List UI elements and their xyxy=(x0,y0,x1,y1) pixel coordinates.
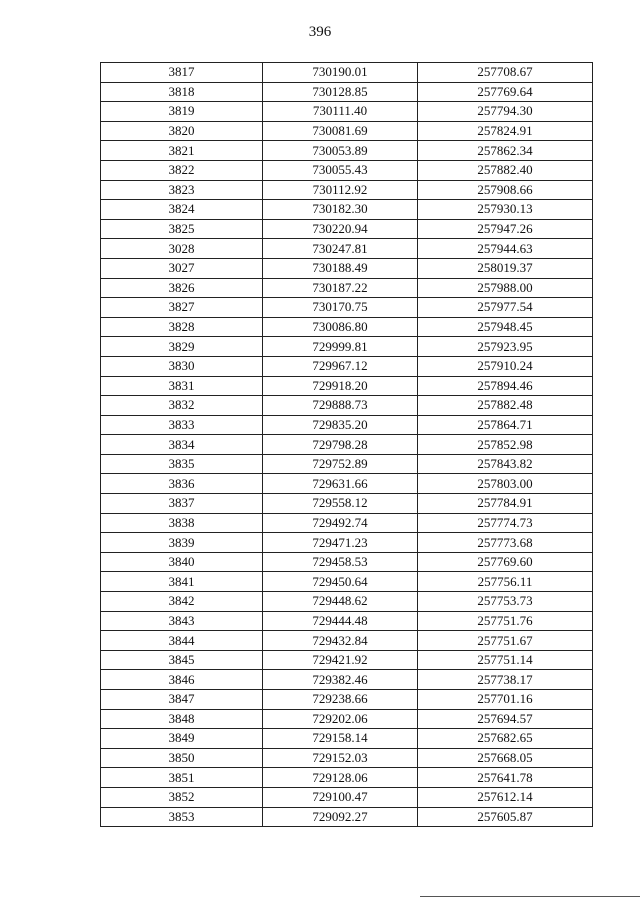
table-row xyxy=(101,435,593,455)
point-number-cell: 3027 xyxy=(101,258,263,278)
x-coordinate-cell: 730220.94 xyxy=(263,219,418,239)
table-row xyxy=(101,376,593,396)
x-coordinate-cell: 729128.06 xyxy=(263,768,418,788)
y-coordinate-cell: 257930.13 xyxy=(418,200,593,220)
table-row xyxy=(101,474,593,494)
point-number-cell: 3836 xyxy=(101,474,263,494)
y-coordinate-cell: 257852.98 xyxy=(418,435,593,455)
y-coordinate-cell: 258019.37 xyxy=(418,258,593,278)
y-coordinate-cell: 257773.68 xyxy=(418,533,593,553)
x-coordinate-cell: 729967.12 xyxy=(263,356,418,376)
x-coordinate-cell: 730128.85 xyxy=(263,82,418,102)
point-number-cell: 3835 xyxy=(101,454,263,474)
x-coordinate-cell: 730170.75 xyxy=(263,298,418,318)
point-number-cell: 3821 xyxy=(101,141,263,161)
table-row xyxy=(101,572,593,592)
table-row xyxy=(101,513,593,533)
y-coordinate-cell: 257784.91 xyxy=(418,494,593,514)
x-coordinate-cell: 730111.40 xyxy=(263,102,418,122)
point-number-cell: 3843 xyxy=(101,611,263,631)
y-coordinate-cell: 257947.26 xyxy=(418,219,593,239)
y-coordinate-cell: 257862.34 xyxy=(418,141,593,161)
point-number-cell: 3850 xyxy=(101,748,263,768)
x-coordinate-cell: 729752.89 xyxy=(263,454,418,474)
y-coordinate-cell: 257948.45 xyxy=(418,317,593,337)
table-row xyxy=(101,690,593,710)
table-row xyxy=(101,278,593,298)
x-coordinate-cell: 730053.89 xyxy=(263,141,418,161)
table-row xyxy=(101,141,593,161)
point-number-cell: 3824 xyxy=(101,200,263,220)
y-coordinate-cell: 257988.00 xyxy=(418,278,593,298)
y-coordinate-cell: 257641.78 xyxy=(418,768,593,788)
y-coordinate-cell: 257751.67 xyxy=(418,631,593,651)
y-coordinate-cell: 257751.14 xyxy=(418,650,593,670)
point-number-cell: 3847 xyxy=(101,690,263,710)
point-number-cell: 3833 xyxy=(101,415,263,435)
table-row xyxy=(101,533,593,553)
x-coordinate-cell: 729471.23 xyxy=(263,533,418,553)
x-coordinate-cell: 730247.81 xyxy=(263,239,418,259)
x-coordinate-cell: 730081.69 xyxy=(263,121,418,141)
y-coordinate-cell: 257753.73 xyxy=(418,592,593,612)
table-row xyxy=(101,709,593,729)
point-number-cell: 3028 xyxy=(101,239,263,259)
scan-artifact-line xyxy=(420,896,640,897)
y-coordinate-cell: 257882.40 xyxy=(418,160,593,180)
table-row xyxy=(101,82,593,102)
point-number-cell: 3840 xyxy=(101,552,263,572)
point-number-cell: 3823 xyxy=(101,180,263,200)
y-coordinate-cell: 257682.65 xyxy=(418,729,593,749)
point-number-cell: 3819 xyxy=(101,102,263,122)
y-coordinate-cell: 257612.14 xyxy=(418,787,593,807)
table-row xyxy=(101,258,593,278)
y-coordinate-cell: 257910.24 xyxy=(418,356,593,376)
table-row xyxy=(101,611,593,631)
x-coordinate-cell: 729238.66 xyxy=(263,690,418,710)
y-coordinate-cell: 257794.30 xyxy=(418,102,593,122)
x-coordinate-cell: 729448.62 xyxy=(263,592,418,612)
table-row xyxy=(101,729,593,749)
table-row xyxy=(101,768,593,788)
point-number-cell: 3849 xyxy=(101,729,263,749)
x-coordinate-cell: 729918.20 xyxy=(263,376,418,396)
x-coordinate-cell: 729202.06 xyxy=(263,709,418,729)
y-coordinate-cell: 257668.05 xyxy=(418,748,593,768)
y-coordinate-cell: 257977.54 xyxy=(418,298,593,318)
y-coordinate-cell: 257864.71 xyxy=(418,415,593,435)
table-row xyxy=(101,787,593,807)
table-row xyxy=(101,494,593,514)
point-number-cell: 3831 xyxy=(101,376,263,396)
point-number-cell: 3832 xyxy=(101,396,263,416)
table-row xyxy=(101,160,593,180)
table-row xyxy=(101,102,593,122)
table-row xyxy=(101,121,593,141)
point-number-cell: 3844 xyxy=(101,631,263,651)
table-row xyxy=(101,415,593,435)
x-coordinate-cell: 730086.80 xyxy=(263,317,418,337)
x-coordinate-cell: 729798.28 xyxy=(263,435,418,455)
y-coordinate-cell: 257944.63 xyxy=(418,239,593,259)
x-coordinate-cell: 729421.92 xyxy=(263,650,418,670)
x-coordinate-cell: 729100.47 xyxy=(263,787,418,807)
point-number-cell: 3852 xyxy=(101,787,263,807)
x-coordinate-cell: 729158.14 xyxy=(263,729,418,749)
y-coordinate-cell: 257694.57 xyxy=(418,709,593,729)
table-row xyxy=(101,219,593,239)
point-number-cell: 3841 xyxy=(101,572,263,592)
point-number-cell: 3845 xyxy=(101,650,263,670)
x-coordinate-cell: 729450.64 xyxy=(263,572,418,592)
table-row xyxy=(101,552,593,572)
x-coordinate-cell: 729888.73 xyxy=(263,396,418,416)
y-coordinate-cell: 257605.87 xyxy=(418,807,593,827)
table-row xyxy=(101,239,593,259)
y-coordinate-cell: 257882.48 xyxy=(418,396,593,416)
point-number-cell: 3853 xyxy=(101,807,263,827)
table-row xyxy=(101,748,593,768)
y-coordinate-cell: 257701.16 xyxy=(418,690,593,710)
table-row xyxy=(101,454,593,474)
point-number-cell: 3817 xyxy=(101,63,263,83)
point-number-cell: 3848 xyxy=(101,709,263,729)
y-coordinate-cell: 257908.66 xyxy=(418,180,593,200)
y-coordinate-cell: 257751.76 xyxy=(418,611,593,631)
point-number-cell: 3851 xyxy=(101,768,263,788)
x-coordinate-cell: 730187.22 xyxy=(263,278,418,298)
y-coordinate-cell: 257824.91 xyxy=(418,121,593,141)
x-coordinate-cell: 730112.92 xyxy=(263,180,418,200)
point-number-cell: 3830 xyxy=(101,356,263,376)
y-coordinate-cell: 257769.64 xyxy=(418,82,593,102)
table-row xyxy=(101,807,593,827)
point-number-cell: 3828 xyxy=(101,317,263,337)
y-coordinate-cell: 257774.73 xyxy=(418,513,593,533)
y-coordinate-cell: 257803.00 xyxy=(418,474,593,494)
x-coordinate-cell: 730190.01 xyxy=(263,63,418,83)
table-row xyxy=(101,298,593,318)
table-row xyxy=(101,180,593,200)
coordinates-table-body xyxy=(101,63,593,827)
x-coordinate-cell: 729492.74 xyxy=(263,513,418,533)
x-coordinate-cell: 729432.84 xyxy=(263,631,418,651)
table-row xyxy=(101,396,593,416)
y-coordinate-cell: 257708.67 xyxy=(418,63,593,83)
x-coordinate-cell: 729458.53 xyxy=(263,552,418,572)
point-number-cell: 3827 xyxy=(101,298,263,318)
table-row xyxy=(101,592,593,612)
x-coordinate-cell: 729835.20 xyxy=(263,415,418,435)
x-coordinate-cell: 730055.43 xyxy=(263,160,418,180)
y-coordinate-cell: 257923.95 xyxy=(418,337,593,357)
point-number-cell: 3842 xyxy=(101,592,263,612)
y-coordinate-cell: 257756.11 xyxy=(418,572,593,592)
table-row xyxy=(101,317,593,337)
table-row xyxy=(101,337,593,357)
point-number-cell: 3834 xyxy=(101,435,263,455)
page-number: 396 xyxy=(308,24,332,40)
y-coordinate-cell: 257843.82 xyxy=(418,454,593,474)
x-coordinate-cell: 729152.03 xyxy=(263,748,418,768)
point-number-cell: 3822 xyxy=(101,160,263,180)
point-number-cell: 3829 xyxy=(101,337,263,357)
x-coordinate-cell: 729382.46 xyxy=(263,670,418,690)
point-number-cell: 3837 xyxy=(101,494,263,514)
x-coordinate-cell: 729558.12 xyxy=(263,494,418,514)
x-coordinate-cell: 729999.81 xyxy=(263,337,418,357)
table-row xyxy=(101,63,593,83)
x-coordinate-cell: 729444.48 xyxy=(263,611,418,631)
table-row xyxy=(101,670,593,690)
x-coordinate-cell: 729631.66 xyxy=(263,474,418,494)
table-row xyxy=(101,631,593,651)
table-row xyxy=(101,200,593,220)
y-coordinate-cell: 257894.46 xyxy=(418,376,593,396)
point-number-cell: 3839 xyxy=(101,533,263,553)
x-coordinate-cell: 729092.27 xyxy=(263,807,418,827)
point-number-cell: 3838 xyxy=(101,513,263,533)
point-number-cell: 3825 xyxy=(101,219,263,239)
y-coordinate-cell: 257769.60 xyxy=(418,552,593,572)
x-coordinate-cell: 730188.49 xyxy=(263,258,418,278)
point-number-cell: 3846 xyxy=(101,670,263,690)
table-row xyxy=(101,650,593,670)
coordinates-table xyxy=(100,62,593,827)
x-coordinate-cell: 730182.30 xyxy=(263,200,418,220)
point-number-cell: 3820 xyxy=(101,121,263,141)
table-row xyxy=(101,356,593,376)
point-number-cell: 3818 xyxy=(101,82,263,102)
point-number-cell: 3826 xyxy=(101,278,263,298)
y-coordinate-cell: 257738.17 xyxy=(418,670,593,690)
